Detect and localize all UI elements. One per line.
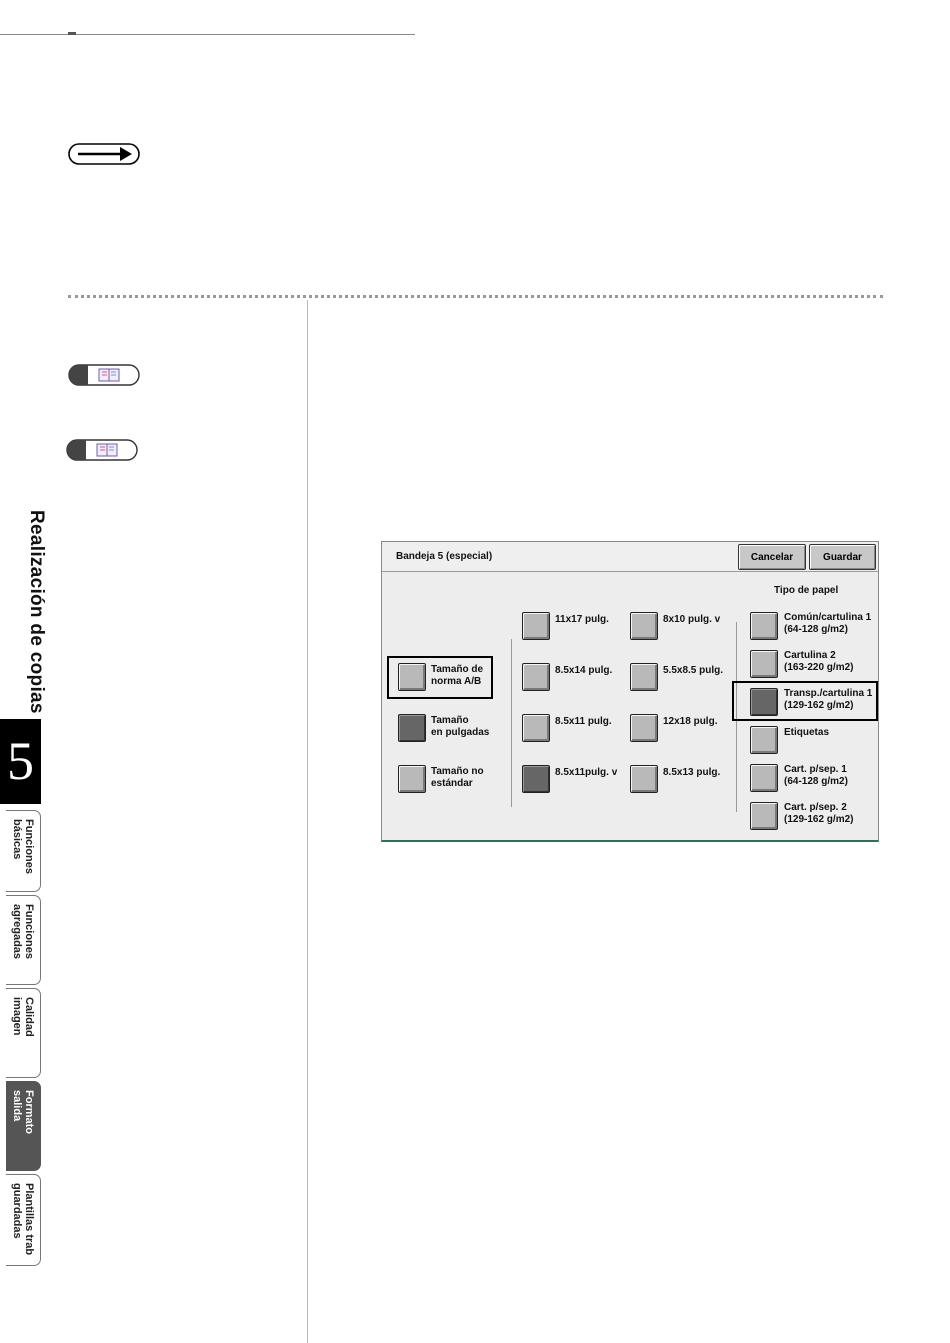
tab-label: Plantillas trab guardadas bbox=[11, 1183, 35, 1256]
paper-type-cart-sep2-button[interactable] bbox=[750, 802, 778, 830]
size-group-label: Tamaño no estándar bbox=[431, 766, 484, 789]
chapter-number: 5 bbox=[0, 719, 41, 804]
size-8-5x14-button[interactable] bbox=[522, 663, 550, 691]
size-12x18-button[interactable] bbox=[630, 714, 658, 742]
paper-type-label: Cart. p/sep. 2 (129-162 g/m2) bbox=[784, 802, 854, 825]
size-8-5x11-v-button[interactable] bbox=[522, 765, 550, 793]
paper-type-heading: Tipo de papel bbox=[774, 585, 839, 596]
size-label: 12x18 pulg. bbox=[663, 716, 718, 727]
size-5-5x8-5-button[interactable] bbox=[630, 663, 658, 691]
size-8-5x11-button[interactable] bbox=[522, 714, 550, 742]
section-divider bbox=[68, 295, 883, 298]
dialog-header bbox=[382, 542, 878, 572]
paper-type-cartulina2-button[interactable] bbox=[750, 650, 778, 678]
size-group-label: Tamaño de norma A/B bbox=[431, 664, 484, 687]
top-rule bbox=[0, 34, 415, 35]
size-label: 8.5x11 pulg. bbox=[555, 716, 612, 727]
book-reference-icon bbox=[68, 364, 140, 386]
book-reference-icon bbox=[66, 439, 138, 461]
tab-label: Funciones básicas bbox=[11, 819, 35, 875]
save-button[interactable]: Guardar bbox=[809, 544, 876, 570]
cancel-button[interactable]: Cancelar bbox=[738, 544, 806, 570]
tab-formato-salida[interactable] bbox=[6, 1081, 41, 1171]
paper-type-label: Cart. p/sep. 1 (64-128 g/m2) bbox=[784, 764, 848, 787]
arrow-note-icon bbox=[68, 143, 140, 165]
tab-label: Funciones agregadas bbox=[11, 904, 35, 960]
chapter-title: Realización de copias bbox=[26, 510, 47, 714]
size-group-inches-button[interactable] bbox=[398, 714, 426, 742]
paper-type-etiquetas-button[interactable] bbox=[750, 726, 778, 754]
paper-type-label: Común/cartulina 1 (64-128 g/m2) bbox=[784, 612, 872, 635]
size-group-nonstandard-button[interactable] bbox=[398, 765, 426, 793]
size-group-label: Tamaño en pulgadas bbox=[431, 715, 490, 738]
tab-plantillas-guardadas[interactable] bbox=[6, 1174, 41, 1266]
paper-type-transp-button[interactable] bbox=[750, 688, 778, 716]
size-8x10-v-button[interactable] bbox=[630, 612, 658, 640]
size-11x17-button[interactable] bbox=[522, 612, 550, 640]
paper-type-comun-button[interactable] bbox=[750, 612, 778, 640]
tab-calidad-imagen[interactable] bbox=[6, 988, 41, 1078]
group-divider bbox=[511, 639, 512, 807]
tab-funciones-basicas[interactable] bbox=[6, 810, 41, 892]
size-label: 8.5x13 pulg. bbox=[663, 767, 721, 778]
paper-type-label: Cartulina 2 (163-220 g/m2) bbox=[784, 650, 854, 673]
tab-funciones-agregadas[interactable] bbox=[6, 895, 41, 985]
tray5-dialog bbox=[381, 541, 879, 842]
tab-label: Formato salida bbox=[11, 1090, 35, 1134]
column-divider bbox=[307, 300, 308, 1343]
size-label: 8x10 pulg. v bbox=[663, 614, 721, 625]
size-label: 11x17 pulg. bbox=[555, 614, 609, 625]
size-label: 8.5x14 pulg. bbox=[555, 665, 613, 676]
size-8-5x13-button[interactable] bbox=[630, 765, 658, 793]
top-rule-mark bbox=[68, 32, 76, 35]
size-label: 8.5x11pulg. v bbox=[555, 767, 618, 778]
paper-type-label: Etiquetas bbox=[784, 727, 830, 738]
size-label: 5.5x8.5 pulg. bbox=[663, 665, 724, 676]
paper-type-label: Transp./cartulina 1 (129-162 g/m2) bbox=[784, 688, 873, 711]
tab-label: Calidad imagen bbox=[11, 997, 35, 1037]
dialog-title: Bandeja 5 (especial) bbox=[396, 551, 493, 562]
paper-type-cart-sep1-button[interactable] bbox=[750, 764, 778, 792]
size-group-ab-button[interactable] bbox=[398, 663, 426, 691]
